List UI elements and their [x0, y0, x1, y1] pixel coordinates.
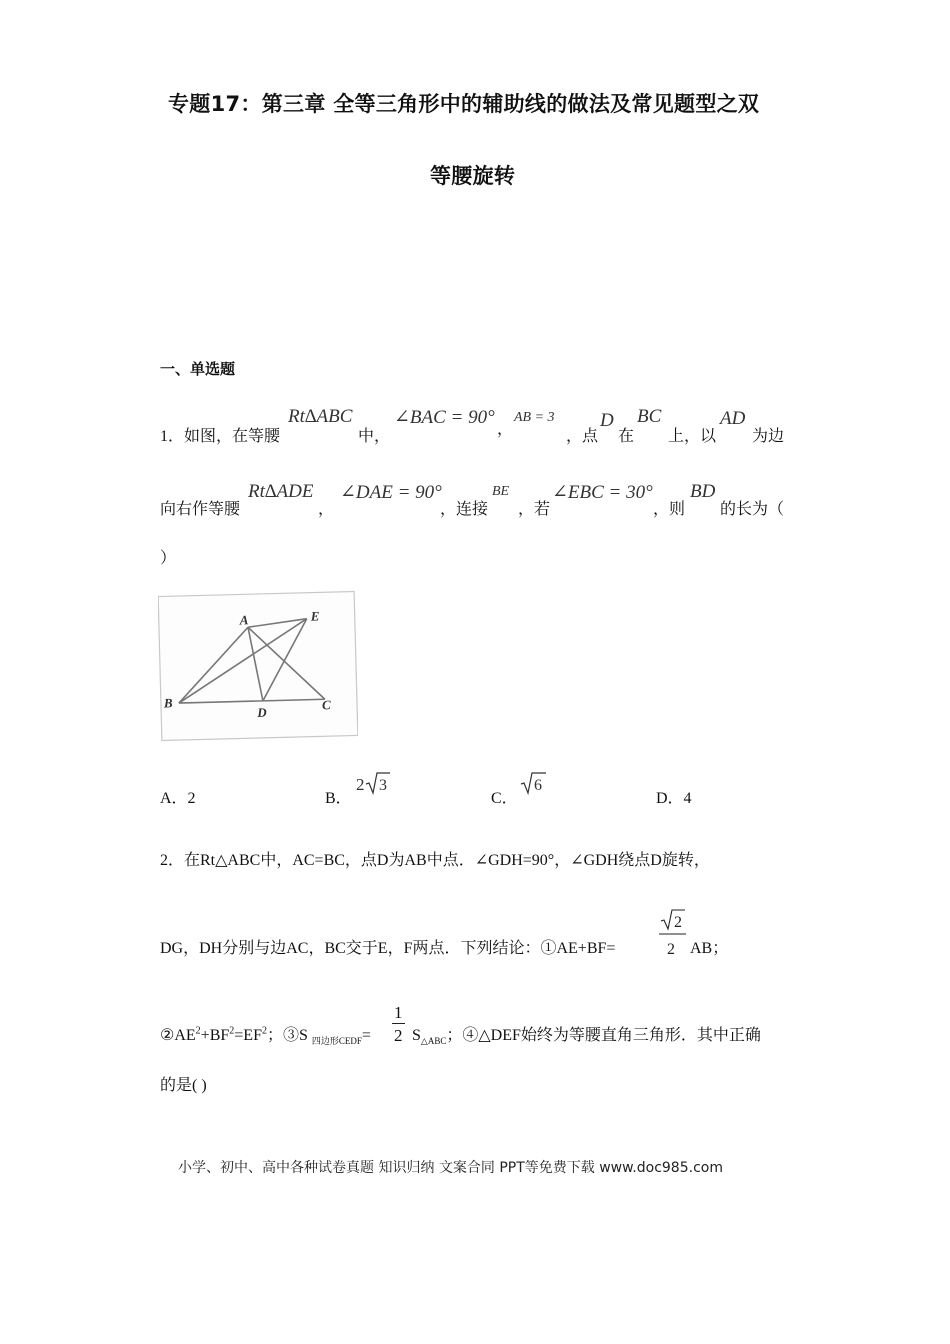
- option-b-label: B．: [325, 790, 352, 807]
- q1-text: ）: [160, 550, 177, 567]
- option-b-radicand: 3: [379, 777, 387, 794]
- q1-text: ，则: [653, 501, 686, 518]
- q2-line3-rest: [412, 1022, 761, 1047]
- q1-math-d: D: [600, 410, 614, 431]
- option-a: A．2: [160, 790, 196, 807]
- q2-text: ；③S: [266, 1027, 308, 1044]
- sqrt-icon: [520, 770, 548, 796]
- q2-superscript: 2: [229, 1025, 235, 1037]
- q1-math-ab: AB = 3: [514, 410, 555, 425]
- fraction2-numerator: 1: [394, 1003, 403, 1022]
- label-e: E: [310, 608, 320, 624]
- label-b: B: [163, 695, 173, 711]
- q1-text: 的长为（: [720, 501, 785, 518]
- page-title-line2: 等腰旋转: [430, 164, 516, 188]
- option-d: D．4: [656, 790, 692, 807]
- q1-text: 上，以: [668, 428, 717, 445]
- q2-superscript: 2: [261, 1025, 267, 1037]
- sqrt-icon: [356, 770, 392, 796]
- q2-line4: 的是( ): [160, 1077, 207, 1094]
- fraction1-denominator: 2: [667, 941, 675, 958]
- fraction2: [392, 1004, 405, 1044]
- fraction2-denominator: 2: [394, 1026, 403, 1045]
- q2-subscript: 四边形CEDF: [311, 1036, 362, 1047]
- q1-math-angle-bac: ∠BAC = 90°: [394, 407, 495, 428]
- q2-superscript: 2: [195, 1025, 201, 1037]
- q2-line1: 2．在Rt△ABC中，AC=BC，点D为AB中点．∠GDH=90°，∠GDH绕点D旋转，: [160, 852, 710, 869]
- q1-math-rt-ade: Rt∆ADE: [248, 481, 314, 502]
- triangle-figure: [158, 590, 358, 742]
- q2-text: =: [361, 1027, 371, 1044]
- q1-math-be: BE: [492, 484, 510, 499]
- q1-text: 向右作等腰: [160, 501, 241, 518]
- q1-text: ，若: [518, 501, 551, 518]
- q1-math-angle-dae: ∠DAE = 90°: [340, 482, 442, 503]
- q1-math-bd: BD: [690, 481, 716, 502]
- section-heading: 一、单选题: [160, 360, 236, 378]
- option-c-label: C．: [491, 790, 518, 807]
- q1-text: ，: [497, 421, 514, 438]
- q2-fraction-one-half: [392, 1004, 405, 1044]
- q2-text: ②AE: [160, 1027, 196, 1044]
- q2-line3: [160, 1022, 371, 1047]
- option-b-value: [356, 770, 392, 801]
- q2-subscript: △ABC: [420, 1036, 447, 1047]
- q1-text: 中，: [358, 428, 391, 445]
- q2-text: ；④△DEF始终为等腰直角三角形．其中正确: [446, 1027, 761, 1044]
- fraction1-numerator: 2: [674, 914, 682, 931]
- q1-text: 1．如图，在等腰: [160, 428, 281, 445]
- q2-text: =EF: [234, 1027, 262, 1044]
- option-b-coefficient: 2: [356, 775, 365, 794]
- q1-text: 为边: [752, 428, 785, 445]
- fraction-icon: [658, 907, 688, 959]
- q2-fraction-sqrt2-over-2: [658, 907, 688, 964]
- q2-line2-pre: DG，DH分别与边AC，BC交于E，F两点．下列结论：①AE+BF=: [160, 940, 616, 957]
- q1-math-rt-abc: Rt∆ABC: [288, 406, 353, 427]
- label-d: D: [257, 704, 267, 721]
- page-title-line1: 专题17：第三章 全等三角形中的辅助线的做法及常见题型之双: [168, 92, 760, 116]
- q1-text: ，连接: [440, 501, 489, 518]
- q2-line2-post: AB；: [690, 940, 729, 957]
- label-c: C: [321, 697, 331, 713]
- q1-text: 在: [618, 428, 635, 445]
- q2-text: +BF: [200, 1027, 230, 1044]
- q1-text: ，: [318, 501, 335, 518]
- q1-math-bc: BC: [637, 406, 662, 427]
- q1-math-angle-ebc: ∠EBC = 30°: [552, 482, 653, 503]
- q1-text: ，点: [566, 428, 599, 445]
- q2-text: S: [412, 1027, 421, 1044]
- q1-math-ad: AD: [720, 408, 746, 429]
- label-a: A: [239, 612, 249, 628]
- option-c-radicand: 6: [534, 777, 542, 794]
- option-c-value: [520, 770, 548, 801]
- footer-text: 小学、初中、高中各种试卷真题 知识归纳 文案合同 PPT等免费下载 www.doc985.com: [178, 1160, 723, 1176]
